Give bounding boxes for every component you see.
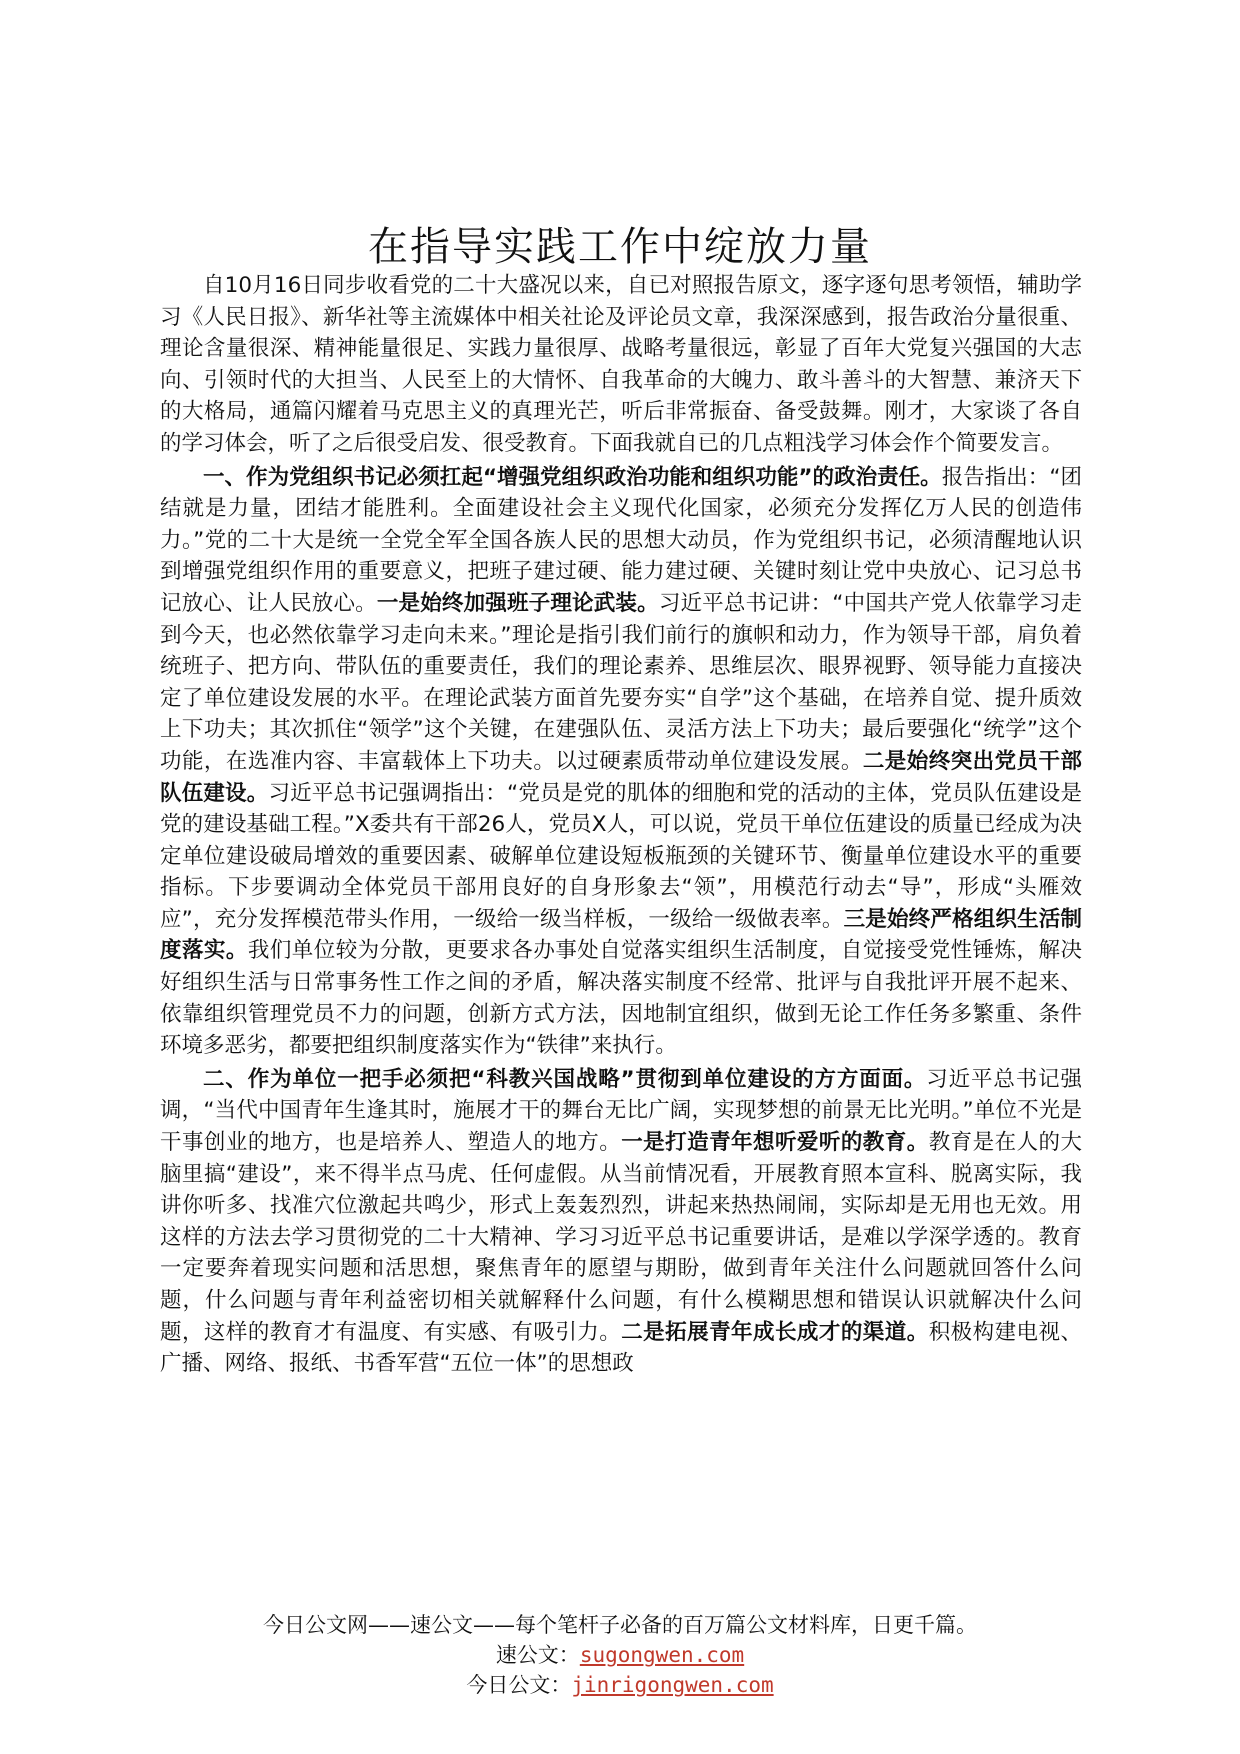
sugongwen-link[interactable]: sugongwen.com bbox=[579, 1643, 745, 1667]
section-1-text-c: 习近平总书记强调指出：“党员是党的肌体的细胞和党的活动的主体，党员队伍建设是党的建设基础工程。”X委共有干部26人，党员X人，可以说，党员干单位伍建设的质量已经成为决定单位建设破局增效的重要因素、破解单位建设短板瓶颈的关键环节、衡量单位建设水平的重要指标。下步要调动全体党员干部用良好的自身形象去“领”，用模范行动去“导”，形成“头雁效应”，充分发挥模范带头作用，一级给一级当样板，一级给一级做表率。 bbox=[160, 780, 1082, 932]
paragraph-intro: 自10月16日同步收看党的二十大盛况以来，自已对照报告原文，逐字逐句思考领悟，辅助学习《人民日报》、新华社等主流媒体中相关社论及评论员文章，我深深感到，报告政治分量很重、理论含量很深、精神能量很足、实践力量很厚、战略考量很远，彰显了百年大党复兴强国的大志向、引领时代的大担当、人民至上的大情怀、自我革命的大魄力、敢斗善斗的大智慧、兼济天下的大格局，通篇闪耀着马克思主义的真理光芒，听后非常振奋、备受鼓舞。刚才，大家谈了各自的学习体会，听了之后很受启发、很受教育。下面我就自已的几点粗浅学习体会作个简要发言。 bbox=[160, 273, 1082, 456]
section-2-text-a: 习近平总书记强调，“当代中国青年生逢其时，施展才干的舞台无比广阔，实现梦想的前景无比光明。”单位不光是干事创业的地方，也是培养人、塑造人的地方。 bbox=[160, 1066, 1082, 1156]
section-1-text-b: 习近平总书记讲：“中国共产党人依靠学习走到今天，也必然依靠学习走向未来。”理论是指引我们前行的旗帜和动力，作为领导干部，肩负着统班子、把方向、带队伍的重要责任，我们的理论素养、思维层次、眼界视野、领导能力直接决定了单位建设发展的水平。在理论武装方面首先要夯实“自学”这个基础，在培养自觉、提升质效上下功夫；其次抓住“领学”这个关键，在建强队伍、灵活方法上下功夫；最后要强化“统学”这个功能，在选准内容、丰富载体上下功夫。以过硬素质带动单位建设发展。 bbox=[160, 590, 1082, 774]
document-title: 在指导实践工作中绽放力量 bbox=[368, 224, 872, 270]
document-body bbox=[160, 270, 1082, 1382]
section-1-heading: 一、作为党组织书记必须扛起“增强党组织政治功能和组织功能”的政治责任。 bbox=[203, 464, 942, 490]
footer-label-jinrigongwen: 今日公文： bbox=[466, 1673, 572, 1697]
footer-line-sugongwen bbox=[0, 1640, 1240, 1670]
section-2-text-c: 积极构建电视、广播、网络、报纸、书香军营“五位一体”的思想政 bbox=[160, 1319, 1082, 1377]
section-1-point-1: 一是始终加强班子理论武装。 bbox=[376, 590, 659, 616]
section-2-point-2: 二是拓展青年成长成才的渠道。 bbox=[621, 1319, 929, 1345]
footer-tagline: 今日公文网——速公文——每个笔杆子必备的百万篇公文材料库，日更千篇。 bbox=[263, 1613, 977, 1637]
footer bbox=[0, 1610, 1240, 1700]
section-2-point-1: 一是打造青年想听爱听的教育。 bbox=[621, 1130, 929, 1156]
paragraph-section-1 bbox=[160, 462, 1082, 1062]
section-1-text-a: 报告指出：“团结就是力量，团结才能胜利。全面建设社会主义现代化国家，必须充分发挥亿万人民的创造伟力。”党的二十大是统一全党全军全国各族人民的思想大动员，作为党组织书记，必须清醒地认识到增强党组织作用的重要意义，把班子建过硬、能力建过硬、关键时刻让党中央放心、记习总书记放心、让人民放心。 bbox=[160, 464, 1083, 616]
section-1-text-d: 我们单位较为分散，更要求各办事处自觉落实组织生活制度，自觉接受党性锤炼，解决好组织生活与日常事务性工作之间的矛盾，解决落实制度不经常、批评与自我批评开展不起来、依靠组织管理党员不力的问题，创新方式方法，因地制宜组织，做到无论工作任务多繁重、条件环境多恶劣，都要把组织制度落实作为“铁律”来执行。 bbox=[160, 938, 1082, 1059]
paragraph-section-2 bbox=[160, 1064, 1082, 1380]
footer-label-sugongwen: 速公文： bbox=[495, 1643, 580, 1667]
section-1-point-3: 三是始终严格组织生活制度落实。 bbox=[160, 906, 1082, 964]
jinrigongwen-link[interactable]: jinrigongwen.com bbox=[571, 1673, 774, 1697]
section-2-text-b: 教育是在人的大脑里搞“建设”，来不得半点马虎、任何虚假。从当前情况看，开展教育照本宣科、脱离实际，我讲你听多、找准穴位激起共鸣少，形式上轰轰烈烈，讲起来热热闹闹，实际却是无用也无效。用这样的方法去学习贯彻党的二十大精神、学习习近平总书记重要讲话，是难以学深学透的。教育一定要奔着现实问题和活思想，聚焦青年的愿望与期盼，做到青年关注什么问题就回答什么问题，什么问题与青年利益密切相关就解释什么问题，有什么模糊思想和错误认识就解决什么问题，这样的教育才有温度、有实感、有吸引力。 bbox=[160, 1130, 1082, 1345]
footer-line-jinrigongwen bbox=[0, 1670, 1240, 1700]
section-2-heading: 二、作为单位一把手必须把“科教兴国战略”贯彻到单位建设的方方面面。 bbox=[203, 1066, 927, 1092]
section-1-point-2: 二是始终突出党员干部队伍建设。 bbox=[160, 748, 1082, 806]
